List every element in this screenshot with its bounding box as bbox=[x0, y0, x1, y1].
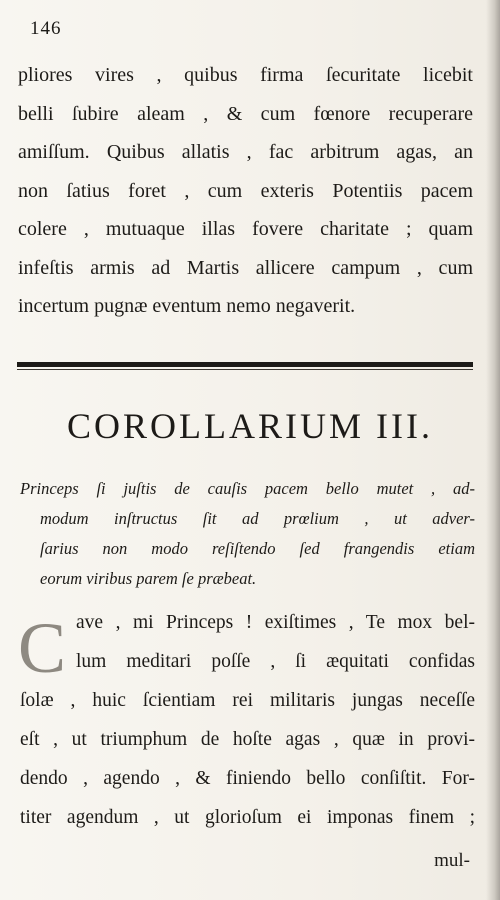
text-line: titer agendum , ut glorioſum ei imponas finem ; bbox=[20, 807, 475, 828]
text-line: belli ſubire aleam , & cum fœnore recuperare bbox=[18, 102, 473, 125]
section-heading: COROLLARIUM III. bbox=[67, 406, 433, 446]
divider-thick-line bbox=[17, 362, 473, 367]
divider-thin-line bbox=[17, 369, 473, 370]
text-line: lum meditari poſſe , ſi æquitati confidas bbox=[76, 651, 475, 672]
drop-cap-initial: C bbox=[18, 608, 67, 688]
section-summary bbox=[20, 474, 475, 594]
summary-line: eorum viribus parem ſe præbeat. bbox=[40, 569, 257, 588]
catchword: mul- bbox=[434, 850, 470, 871]
text-line: incertum pugnæ eventum nemo negaverit. bbox=[18, 295, 356, 317]
text-line: infeſtis armis ad Martis allicere campum , cum bbox=[18, 256, 473, 279]
text-line: pliores vires , quibus firma ſecuritate licebit bbox=[18, 64, 473, 86]
page-number: 146 bbox=[30, 18, 62, 39]
body-paragraph bbox=[20, 603, 475, 837]
text-line: ave , mi Princeps ! exiſtimes , Te mox bel- bbox=[76, 612, 475, 633]
summary-line: modum inſtructus ſit ad prœlium , ut adver- bbox=[40, 509, 475, 528]
text-line: non ſatius foret , cum exteris Potentiis pacem bbox=[18, 179, 473, 202]
paragraph-continued bbox=[18, 56, 473, 326]
text-line: colere , mutuaque illas fovere charitate ; quam bbox=[18, 218, 473, 240]
section-divider-rule bbox=[17, 360, 473, 370]
summary-line: ſarius non modo reſiſtendo ſed frangendis etiam bbox=[40, 539, 475, 558]
text-line: dendo , agendo , & finiendo bello conſiſtit. For- bbox=[20, 768, 475, 789]
text-line: amiſſum. Quibus allatis , fac arbitrum agas, an bbox=[18, 141, 473, 163]
summary-line: Princeps ſi juſtis de cauſis pacem bello mutet , ad- bbox=[20, 479, 475, 498]
text-line: eſt , ut triumphum de hoſte agas , quæ in provi- bbox=[20, 729, 475, 750]
text-line: ſolæ , huic ſcientiam rei militaris jungas neceſſe bbox=[20, 690, 475, 711]
page-spine-shadow bbox=[486, 0, 500, 900]
